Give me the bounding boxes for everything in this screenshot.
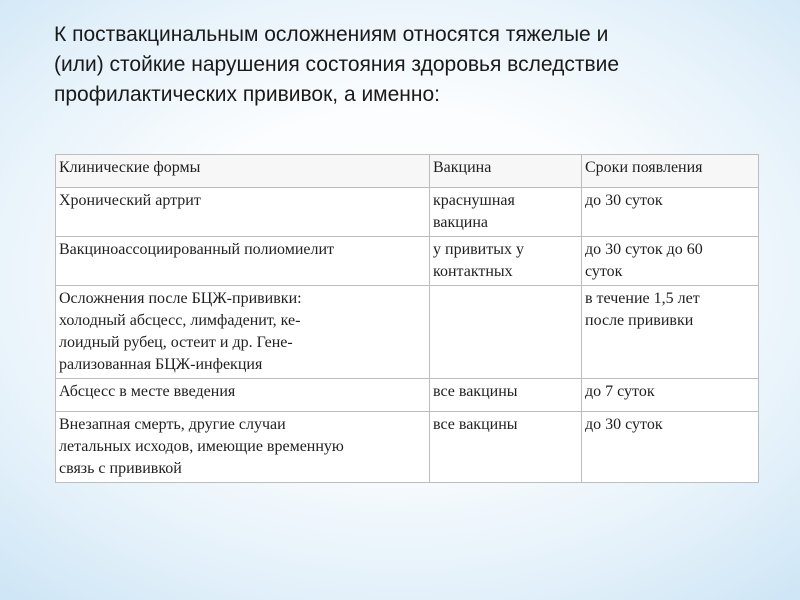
table-header-row bbox=[56, 155, 759, 188]
cell-clinical-form: Внезапная смерть, другие случаи летальных исходов, имеющие временную связь с прививкой bbox=[56, 412, 430, 483]
header-clinical-forms: Клинические формы bbox=[56, 155, 430, 188]
cell-vaccine: все вакцины bbox=[430, 379, 582, 412]
cell-clinical-form: Абсцесс в месте введения bbox=[56, 379, 430, 412]
header-vaccine: Вакцина bbox=[430, 155, 582, 188]
cell-clinical-form: Осложнения после БЦЖ-прививки: холодный абсцесс, лимфаденит, ке- лоидный рубец, остеит и др. Гене- рализованная БЦЖ-инфекция bbox=[56, 286, 430, 379]
cell-vaccine: у привитых у контактных bbox=[430, 237, 582, 286]
cell-onset: в течение 1,5 лет после прививки bbox=[582, 286, 759, 379]
table-row bbox=[56, 237, 759, 286]
table-row bbox=[56, 286, 759, 379]
table-row bbox=[56, 188, 759, 237]
cell-onset: до 30 суток bbox=[582, 412, 759, 483]
cell-vaccine: все вакцины bbox=[430, 412, 582, 483]
cell-onset: до 7 суток bbox=[582, 379, 759, 412]
table-header bbox=[56, 155, 759, 188]
cell-vaccine: краснушная вакцина bbox=[430, 188, 582, 237]
table-row bbox=[56, 412, 759, 483]
table-body bbox=[56, 188, 759, 483]
complications-table-container bbox=[55, 154, 758, 483]
cell-onset: до 30 суток до 60 суток bbox=[582, 237, 759, 286]
cell-onset: до 30 суток bbox=[582, 188, 759, 237]
cell-clinical-form: Вакциноассоциированный полиомиелит bbox=[56, 237, 430, 286]
cell-vaccine bbox=[430, 286, 582, 379]
intro-paragraph: К поствакцинальным осложнениям относятся тяжелые и (или) стойкие нарушения состояния здоровья вследствие профилактических прививок, а именно: bbox=[54, 23, 620, 106]
table-row bbox=[56, 379, 759, 412]
complications-table bbox=[55, 154, 759, 483]
header-onset-time: Сроки появления bbox=[582, 155, 759, 188]
cell-clinical-form: Хронический артрит bbox=[56, 188, 430, 237]
